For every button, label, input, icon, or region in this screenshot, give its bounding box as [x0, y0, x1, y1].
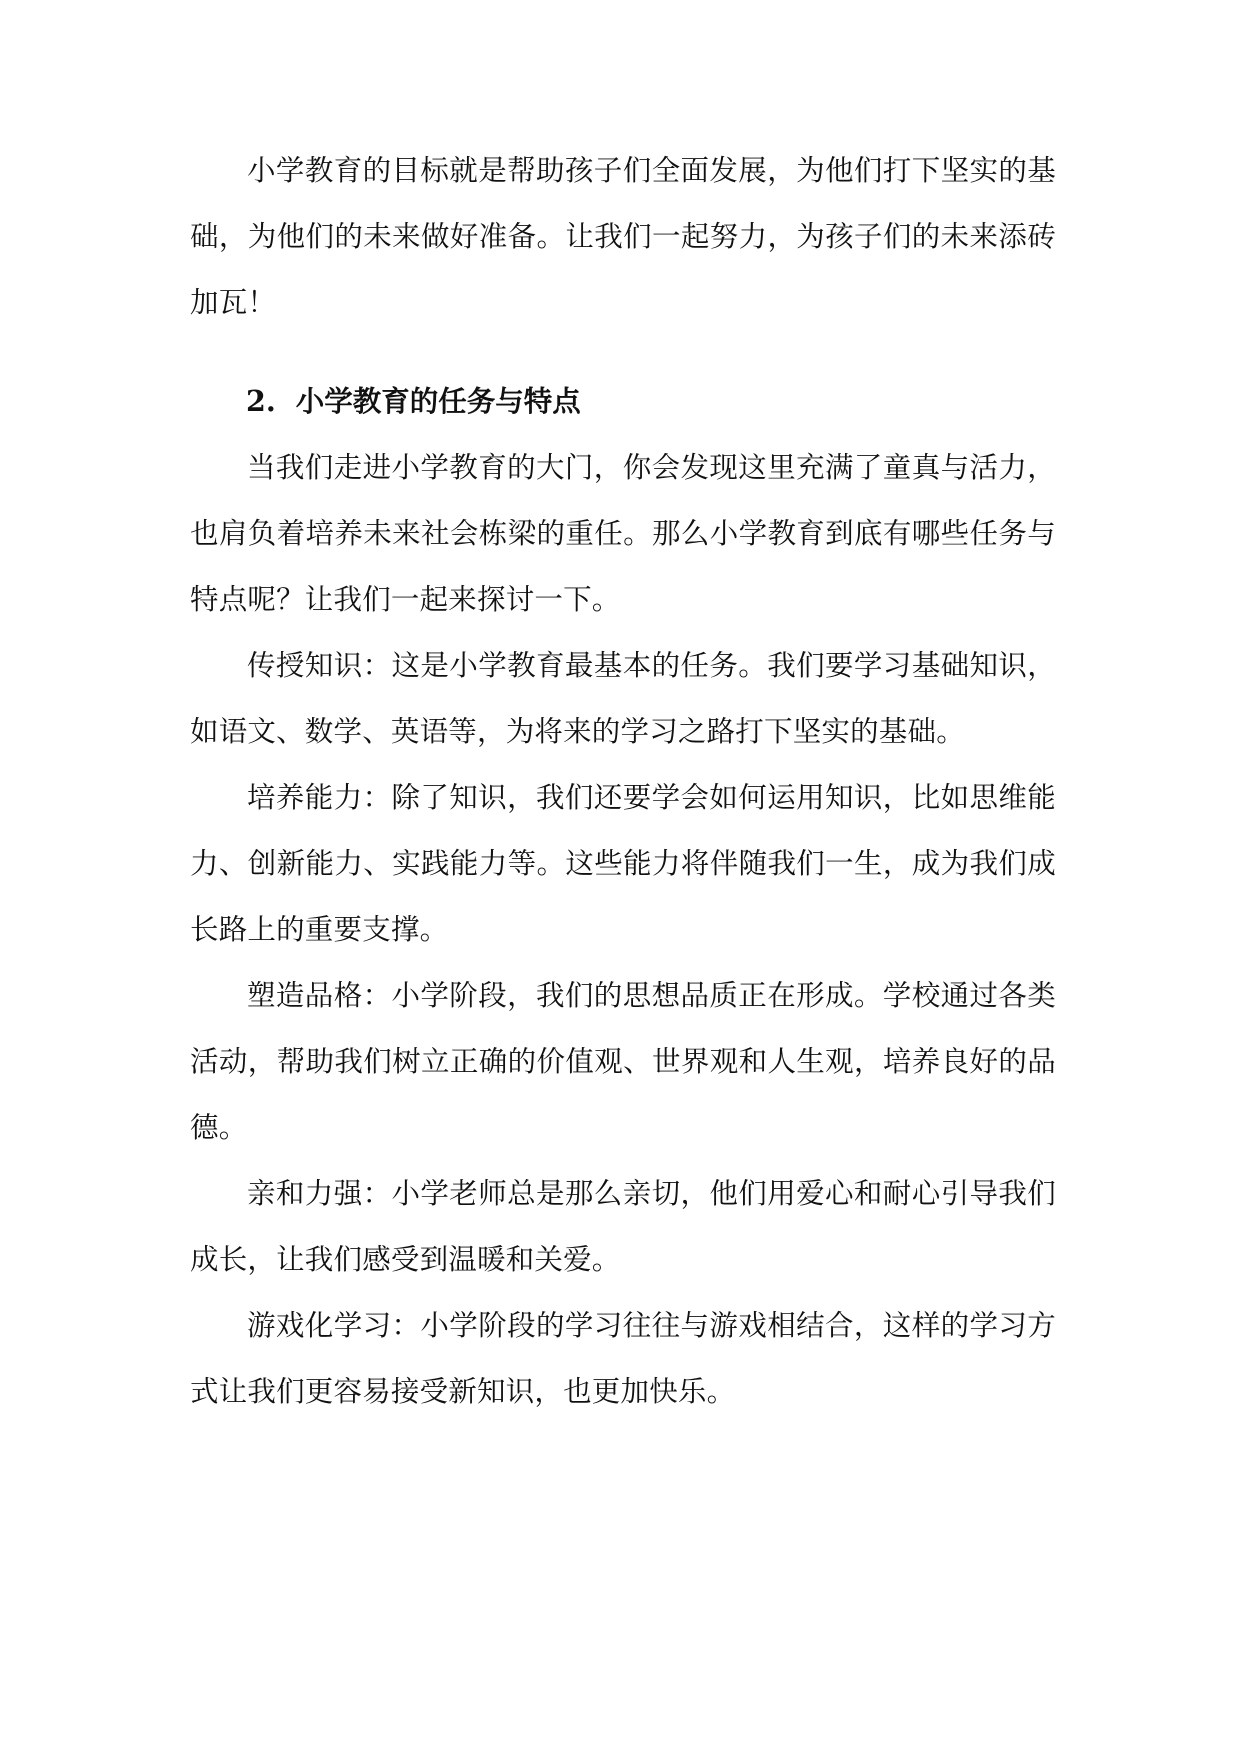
paragraph-affinity: 亲和力强：小学老师总是那么亲切，他们用爱心和耐心引导我们成长，让我们感受到温暖和关爱。	[190, 1177, 1056, 1276]
document-body	[190, 138, 1056, 1425]
section-spacer	[190, 336, 1056, 368]
intro-paragraph: 小学教育的目标就是帮助孩子们全面发展，为他们打下坚实的基础，为他们的未来做好准备。让我们一起努力，为孩子们的未来添砖加瓦！	[190, 154, 1056, 319]
paragraph-gamified-learning: 游戏化学习：小学阶段的学习往往与游戏相结合，这样的学习方式让我们更容易接受新知识，也更加快乐。	[190, 1309, 1056, 1408]
paragraph-character: 塑造品格：小学阶段，我们的思想品质正在形成。学校通过各类活动，帮助我们树立正确的价值观、世界观和人生观，培养良好的品德。	[190, 979, 1056, 1144]
section-heading	[190, 368, 1056, 435]
paragraph-ability: 培养能力：除了知识，我们还要学会如何运用知识，比如思维能力、创新能力、实践能力等。这些能力将伴随我们一生，成为我们成长路上的重要支撑。	[190, 781, 1056, 946]
paragraph-intro-tasks: 当我们走进小学教育的大门，你会发现这里充满了童真与活力，也肩负着培养未来社会栋梁的重任。那么小学教育到底有哪些任务与特点呢？让我们一起来探讨一下。	[190, 451, 1056, 616]
paragraph-knowledge: 传授知识：这是小学教育最基本的任务。我们要学习基础知识，如语文、数学、英语等，为将来的学习之路打下坚实的基础。	[190, 649, 1056, 748]
section-title: 小学教育的任务与特点	[295, 385, 581, 418]
section-number: 2.	[246, 384, 276, 418]
